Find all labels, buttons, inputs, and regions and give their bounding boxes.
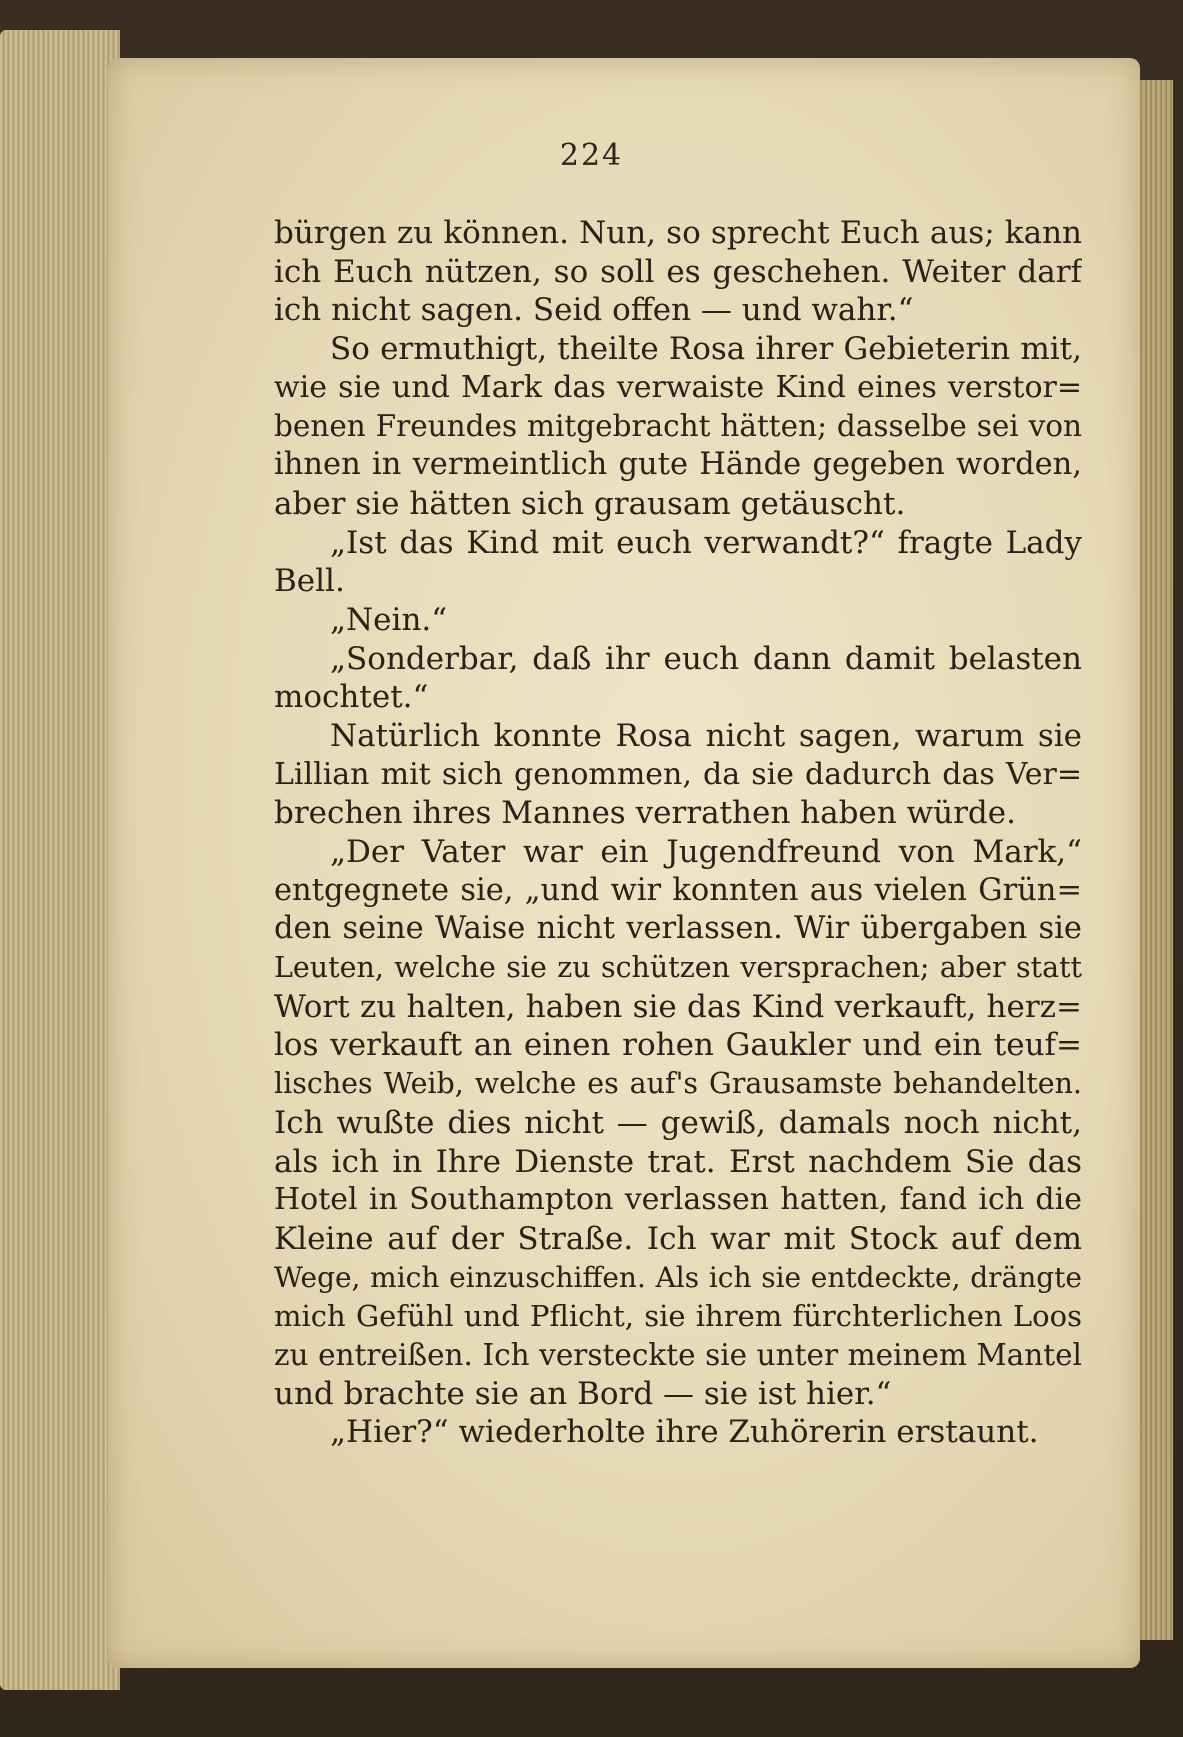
text-line: benen Freundes mitgebracht hätten; dasselbe sei von xyxy=(274,409,1082,444)
text-line: mochtet.“ xyxy=(274,679,429,716)
text-line: Lillian mit sich genommen, da sie dadurch das Ver= xyxy=(274,756,1082,792)
text-line: „Sonderbar, daß ihr euch dann damit belasten xyxy=(330,640,1082,677)
text-line: mich Gefühl und Pflicht, sie ihrem fürchterlichen Loos xyxy=(274,1299,1082,1334)
text-line: wie sie und Mark das verwaiste Kind eines verstor= xyxy=(274,369,1082,405)
text-line: und brachte sie an Bord — sie ist hier.“ xyxy=(274,1375,892,1412)
page-number: 224 xyxy=(559,138,624,173)
text-line: als ich in Ihre Dienste trat. Erst nachdem Sie das xyxy=(274,1143,1082,1180)
text-line: ihnen in vermeintlich gute Hände gegeben worden, xyxy=(274,447,1082,483)
text-line: Natürlich konnte Rosa nicht sagen, warum sie xyxy=(330,717,1082,754)
text-line: ich Euch nützen, so soll es geschehen. Weiter darf xyxy=(274,253,1082,290)
page-text xyxy=(274,214,1082,1452)
text-line: Wege, mich einzuschiffen. Als ich sie entdeckte, drängte xyxy=(274,1260,1082,1294)
text-line: Ich wußte dies nicht — gewiß, damals noch nicht, xyxy=(274,1104,1082,1141)
text-line: „Hier?“ wiederholte ihre Zuhörerin erstaunt. xyxy=(330,1414,1039,1451)
text-line: ich nicht sagen. Seid offen — und wahr.“ xyxy=(274,292,914,329)
text-line: lisches Weib, welche es auf's Grausamste behandelten. xyxy=(274,1067,1082,1101)
text-line: So ermuthigt, theilte Rosa ihrer Gebieterin mit, xyxy=(330,331,1082,368)
text-line: „Nein.“ xyxy=(330,601,448,638)
text-line: Wort zu halten, haben sie das Kind verkauft, herz= xyxy=(274,988,1082,1025)
text-line: Kleine auf der Straße. Ich war mit Stock auf dem xyxy=(274,1220,1082,1257)
text-line: „Ist das Kind mit euch verwandt?“ fragte Lady xyxy=(330,524,1082,561)
text-line: Leuten, welche sie zu schützen versprachen; aber statt xyxy=(274,951,1082,985)
text-line: Bell. xyxy=(274,563,345,600)
left-page-stack xyxy=(0,30,120,1690)
text-line: den seine Waise nicht verlassen. Wir übergaben sie xyxy=(274,911,1082,947)
text-line: bürgen zu können. Nun, so sprecht Euch aus; kann xyxy=(274,215,1082,251)
text-line: Hotel in Southampton verlassen hatten, fand ich die xyxy=(274,1182,1082,1218)
text-line: zu entreißen. Ich versteckte sie unter meinem Mantel xyxy=(274,1337,1082,1372)
text-line: los verkauft an einen rohen Gaukler und ein teuf= xyxy=(274,1027,1082,1064)
text-line: aber sie hätten sich grausam getäuscht. xyxy=(274,485,906,522)
text-line: brechen ihres Mannes verrathen haben würde. xyxy=(274,795,1016,832)
text-line: entgegnete sie, „und wir konnten aus vielen Grün= xyxy=(274,872,1082,908)
text-line: „Der Vater war ein Jugendfreund von Mark,“ xyxy=(330,834,1082,870)
